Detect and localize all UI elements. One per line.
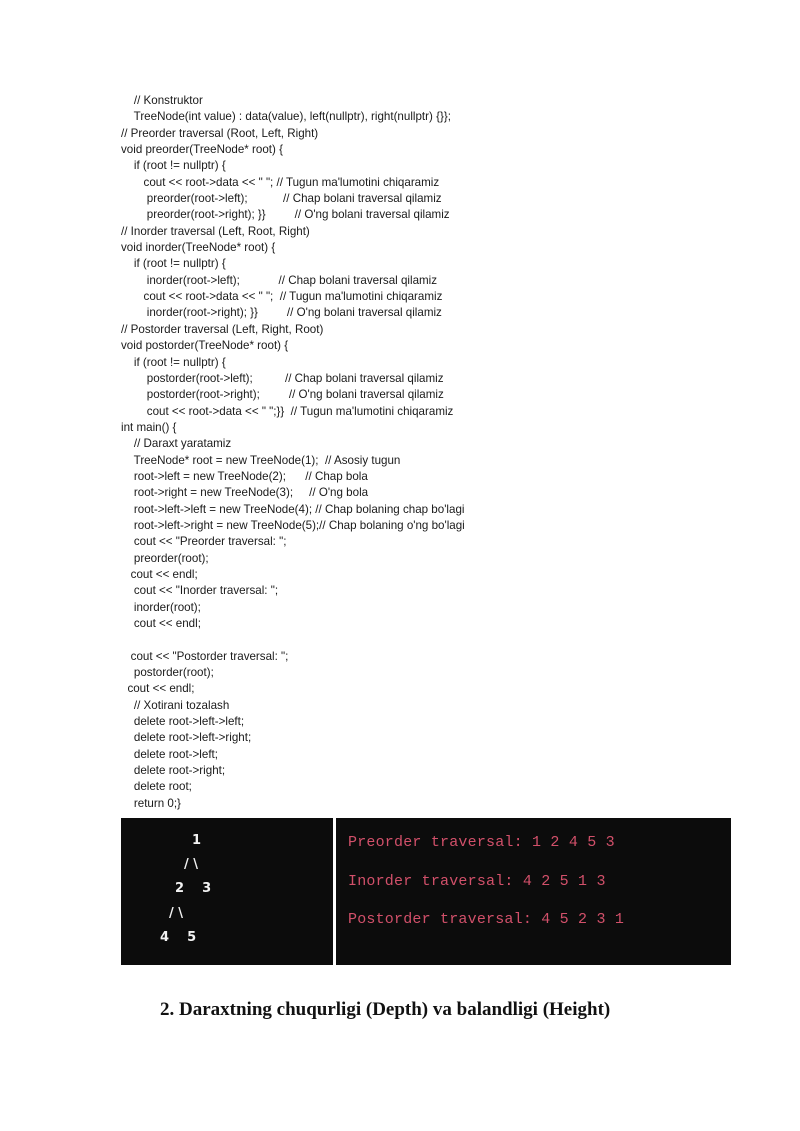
code-line: void postorder(TreeNode* root) {	[121, 339, 289, 353]
code-line: cout << root->data << " "; // Tugun ma'lumotini chiqaramiz	[121, 290, 443, 304]
tree-level3-nodes: 4 5	[160, 930, 197, 945]
code-line: // Preorder traversal (Root, Left, Right)	[121, 126, 319, 140]
code-line: // Daraxt yaratamiz	[121, 437, 232, 451]
code-line: root->right = new TreeNode(3); // O'ng bola	[121, 486, 369, 500]
code-line: delete root->left->left;	[121, 715, 245, 729]
code-line: if (root != nullptr) {	[121, 159, 226, 173]
postorder-output: Postorder traversal: 4 5 2 3 1	[348, 911, 625, 928]
code-line: cout << "Postorder traversal: ";	[121, 649, 289, 663]
code-line: delete root;	[121, 780, 192, 794]
code-line: cout << endl;	[121, 567, 198, 581]
code-line: postorder(root->right); // O'ng bolani traversal qilamiz	[121, 388, 444, 402]
code-line: root->left = new TreeNode(2); // Chap bola	[121, 469, 368, 483]
code-line: cout << "Preorder traversal: ";	[121, 535, 287, 549]
section-heading: 2. Daraxtning chuqurligi (Depth) va balandligi (Height)	[160, 999, 611, 1020]
code-line: // Postorder traversal (Left, Right, Root)	[121, 322, 324, 336]
code-line: cout << root->data << " ";}} // Tugun ma'lumotini chiqaramiz	[121, 404, 454, 418]
code-line: // Xotirani tozalash	[121, 698, 230, 712]
tree-branch-level1: / \	[184, 857, 199, 872]
code-line: TreeNode* root = new TreeNode(1); // Asosiy tugun	[121, 453, 401, 467]
tree-level2-nodes: 2 3	[175, 881, 212, 896]
code-line: // Inorder traversal (Left, Root, Right)	[121, 224, 310, 238]
preorder-output: Preorder traversal: 1 2 4 5 3	[348, 834, 615, 851]
inorder-output: Inorder traversal: 4 2 5 1 3	[348, 873, 606, 890]
code-line: cout << endl;	[121, 617, 201, 630]
code-line: root->left->right = new TreeNode(5);// Chap bolaning o'ng bo'lagi	[121, 518, 465, 532]
code-line: inorder(root->right); }} // O'ng bolani traversal qilamiz	[121, 306, 442, 320]
console-output-panel	[336, 818, 731, 965]
code-line: int main() {	[121, 420, 177, 434]
code-line: inorder(root->left); // Chap bolani traversal qilamiz	[121, 273, 438, 287]
code-line: preorder(root);	[121, 551, 209, 565]
code-line: inorder(root);	[121, 600, 201, 614]
code-line: return 0;}	[121, 796, 181, 810]
code-line	[121, 632, 741, 648]
code-line: // Konstruktor	[121, 94, 203, 107]
code-line: TreeNode(int value) : data(value), left(nullptr), right(nullptr) {}};	[121, 110, 451, 124]
code-line: void inorder(TreeNode* root) {	[121, 241, 276, 255]
code-line: delete root->right;	[121, 764, 226, 778]
code-line: preorder(root->left); // Chap bolani traversal qilamiz	[121, 192, 442, 206]
code-line: postorder(root->left); // Chap bolani traversal qilamiz	[121, 371, 444, 385]
code-line: root->left->left = new TreeNode(4); // Chap bolaning chap bo'lagi	[121, 502, 465, 516]
code-line: delete root->left->right;	[121, 731, 252, 745]
code-line: postorder(root);	[121, 666, 214, 680]
tree-diagram-panel	[121, 818, 333, 965]
tree-root-node: 1	[192, 833, 202, 848]
code-line: cout << "Inorder traversal: ";	[121, 584, 279, 598]
code-line: if (root != nullptr) {	[121, 257, 226, 271]
code-line: void preorder(TreeNode* root) {	[121, 143, 283, 157]
code-listing	[121, 93, 741, 812]
code-line: preorder(root->right); }} // O'ng bolani traversal qilamiz	[121, 208, 450, 222]
code-line: if (root != nullptr) {	[121, 355, 226, 369]
tree-branch-level2: / \	[169, 906, 184, 921]
code-line: cout << root->data << " "; // Tugun ma'lumotini chiqaramiz	[121, 175, 440, 189]
code-line: delete root->left;	[121, 747, 218, 761]
code-line: cout << endl;	[121, 682, 195, 696]
